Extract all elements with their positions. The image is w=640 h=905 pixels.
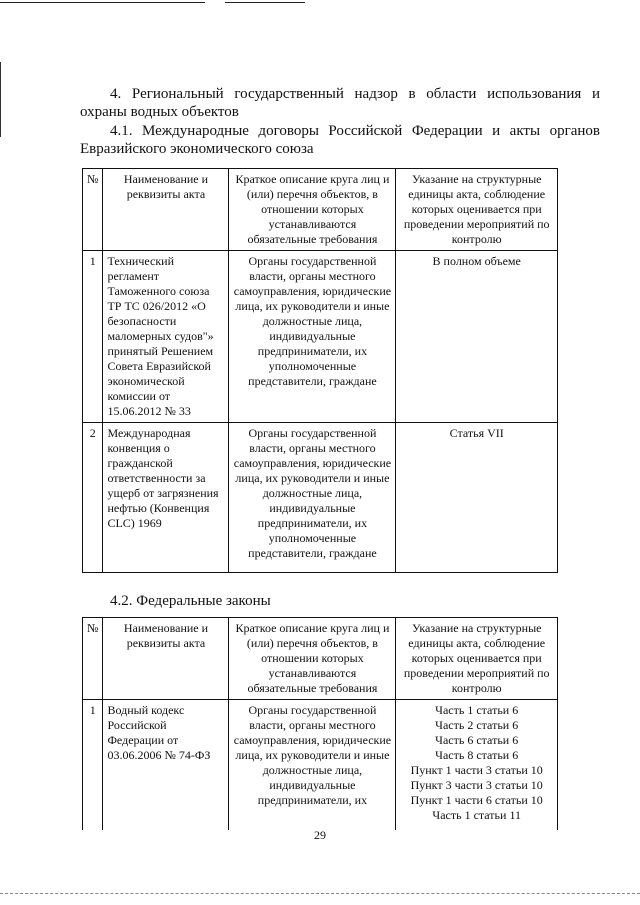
table-row [83, 700, 558, 830]
scope-item: Часть 1 статьи 11 [432, 808, 521, 822]
header-scope: Указание на структурные единицы акта, соблюдение которых оценивается при проведении мероприятий по контролю [396, 169, 558, 251]
header-num: № [83, 169, 103, 251]
header-name: Наименование и реквизиты акта [103, 169, 229, 251]
row-num: 2 [83, 423, 103, 573]
scope-item: Часть 8 статьи 6 [435, 748, 519, 762]
scope-item: Пункт 3 части 3 статьи 10 [410, 778, 543, 792]
table-international-acts [82, 168, 558, 573]
row-name: Водный кодекс Российской Федерации от 03.06.2006 № 74-ФЗ [103, 700, 229, 830]
scan-edge-bottom [0, 893, 640, 895]
row-subjects: Органы государственной власти, органы местного самоуправления, юридические лица, их руководители и иные должностные лица, индивидуальные предприниматели, их [229, 700, 396, 830]
row-name: Технический регламент Таможенного союза ТР ТС 026/2012 «О безопасности маломерных судов"» принятый Решением Совета Евразийской экономической комиссии от 15.06.2012 № 33 [103, 251, 229, 423]
row-subjects: Органы государственной власти, органы местного самоуправления, юридические лица, их руководители и иные должностные лица, индивидуальные предприниматели, их уполномоченные представители, граждане [229, 251, 396, 423]
scope-item: Пункт 1 части 3 статьи 10 [410, 763, 543, 777]
header-subjects: Краткое описание круга лиц и (или) перечня объектов, в отношении которых устанавливаются обязательные требования [229, 169, 396, 251]
scope-item: Часть 2 статьи 6 [435, 718, 519, 732]
row-scope: Статья VII [396, 423, 558, 573]
table-federal-laws [82, 617, 558, 830]
page-number: 29 [314, 828, 326, 842]
scan-edge-line [0, 2, 205, 3]
scan-edge-top [0, 0, 640, 1]
scan-edge-left [0, 62, 1, 137]
section-heading-4: 4. Региональный государственный надзор в области использования и охраны водных объектов [80, 86, 600, 120]
table-row [83, 251, 558, 423]
section-heading-4-1: 4.1. Международные договоры Российской Федерации и акты органов Евразийского экономического союза [80, 123, 600, 157]
header-subjects: Краткое описание круга лиц и (или) перечня объектов, в отношении которых устанавливаются обязательные требования [229, 618, 396, 700]
section-heading-4-2: 4.2. Федеральные законы [110, 593, 271, 609]
row-num: 1 [83, 700, 103, 830]
row-scope: В полном объеме [396, 251, 558, 423]
row-scope [396, 700, 558, 830]
scope-item: Часть 1 статьи 6 [435, 703, 519, 717]
table-header-row [83, 618, 558, 700]
header-name: Наименование и реквизиты акта [103, 618, 229, 700]
scope-item: Часть 6 статьи 6 [435, 733, 519, 747]
scope-item: Пункт 1 части 6 статьи 10 [410, 793, 543, 807]
row-name: Международная конвенция о гражданской ответственности за ущерб от загрязнения нефтью (Конвенция CLC) 1969 [103, 423, 229, 573]
header-num: № [83, 618, 103, 700]
table-header-row [83, 169, 558, 251]
scan-edge-line [225, 2, 305, 3]
table-row [83, 423, 558, 573]
row-subjects: Органы государственной власти, органы местного самоуправления, юридические лица, их руководители и иные должностные лица, индивидуальные предприниматели, их уполномоченные представители, граждане [229, 423, 396, 573]
header-scope: Указание на структурные единицы акта, соблюдение которых оценивается при проведении мероприятий по контролю [396, 618, 558, 700]
row-num: 1 [83, 251, 103, 423]
